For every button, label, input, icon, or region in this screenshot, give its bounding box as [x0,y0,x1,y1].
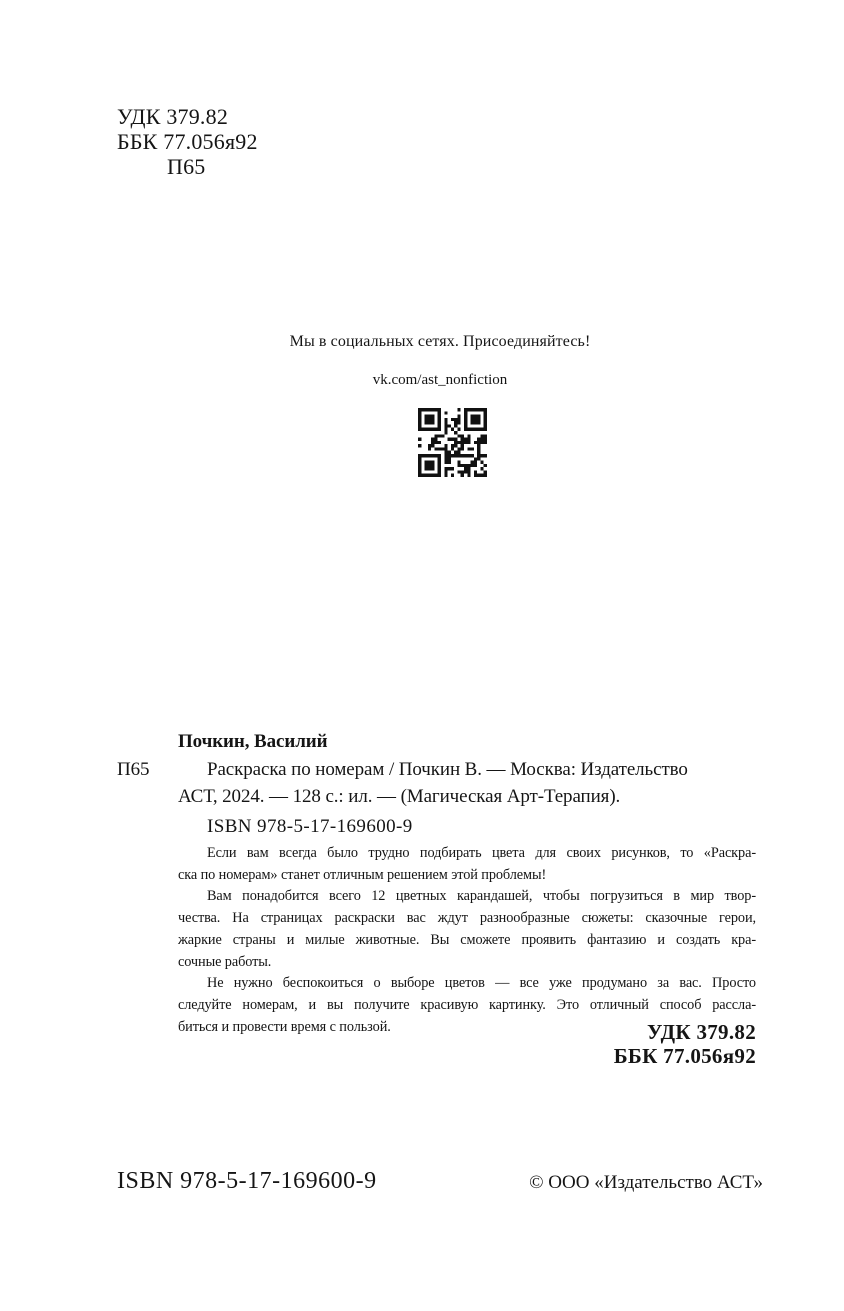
classification-codes-right [178,1021,756,1068]
social-invite-text: Мы в социальных сетях. Присоединяйтесь! [289,333,591,350]
author-sign: П65 [167,154,206,179]
catalog-author-sign: П65 [117,758,150,780]
footer-copyright: © ООО «Издательство АСТ» [529,1172,763,1193]
qr-code-icon [418,408,487,477]
annotation-line: чества. На страницах раскраски вас ждут разнообразные сюжеты: сказочные герои, [178,910,756,927]
udk-code: УДК 379.82 [117,104,229,129]
catalog-isbn: ISBN 978-5-17-169600-9 [207,815,413,837]
catalog-title-line: АСТ, 2024. — 128 с.: ил. — (Магическая Арт-Терапия). [178,786,621,807]
annotation-line: жаркие страны и милые животные. Вы сможете проявить фантазию и создать кра- [178,931,756,948]
bbk-code: ББК 77.056я92 [117,129,258,154]
classification-block [117,104,258,179]
annotation-line: Вам понадобится всего 12 цветных карандашей, чтобы погрузиться в мир твор- [207,888,756,905]
catalog-card [117,728,763,840]
annotation-line: сочные работы. [178,953,272,970]
catalog-author: Почкин, Василий [178,731,328,752]
bbk-code-bold: ББК 77.056я92 [613,1043,756,1068]
catalog-title-line: Раскраска по номерам / Почкин В. — Москва: Издательство [207,758,688,780]
imprint-footer [117,1168,763,1195]
udk-code-bold: УДК 379.82 [647,1020,756,1044]
annotation-line: Не нужно беспокоиться о выборе цветов — все уже продумано за вас. Просто [207,975,756,992]
annotation-line: биться и провести время с пользой. [178,1018,391,1035]
annotation-line: ска по номерам» станет отличным решением этой проблемы! [178,866,547,883]
footer-isbn: ISBN 978-5-17-169600-9 [117,1168,377,1194]
annotation-line: Если вам всегда было трудно подбирать цвета для своих рисунков, то «Раскра- [207,845,756,861]
annotation-line: следуйте номерам, и вы получите красивую картинку. Это отличный способ рассла- [178,996,756,1013]
social-vk-link: vk.com/ast_nonfiction [372,372,508,388]
annotation-block [178,843,756,1038]
